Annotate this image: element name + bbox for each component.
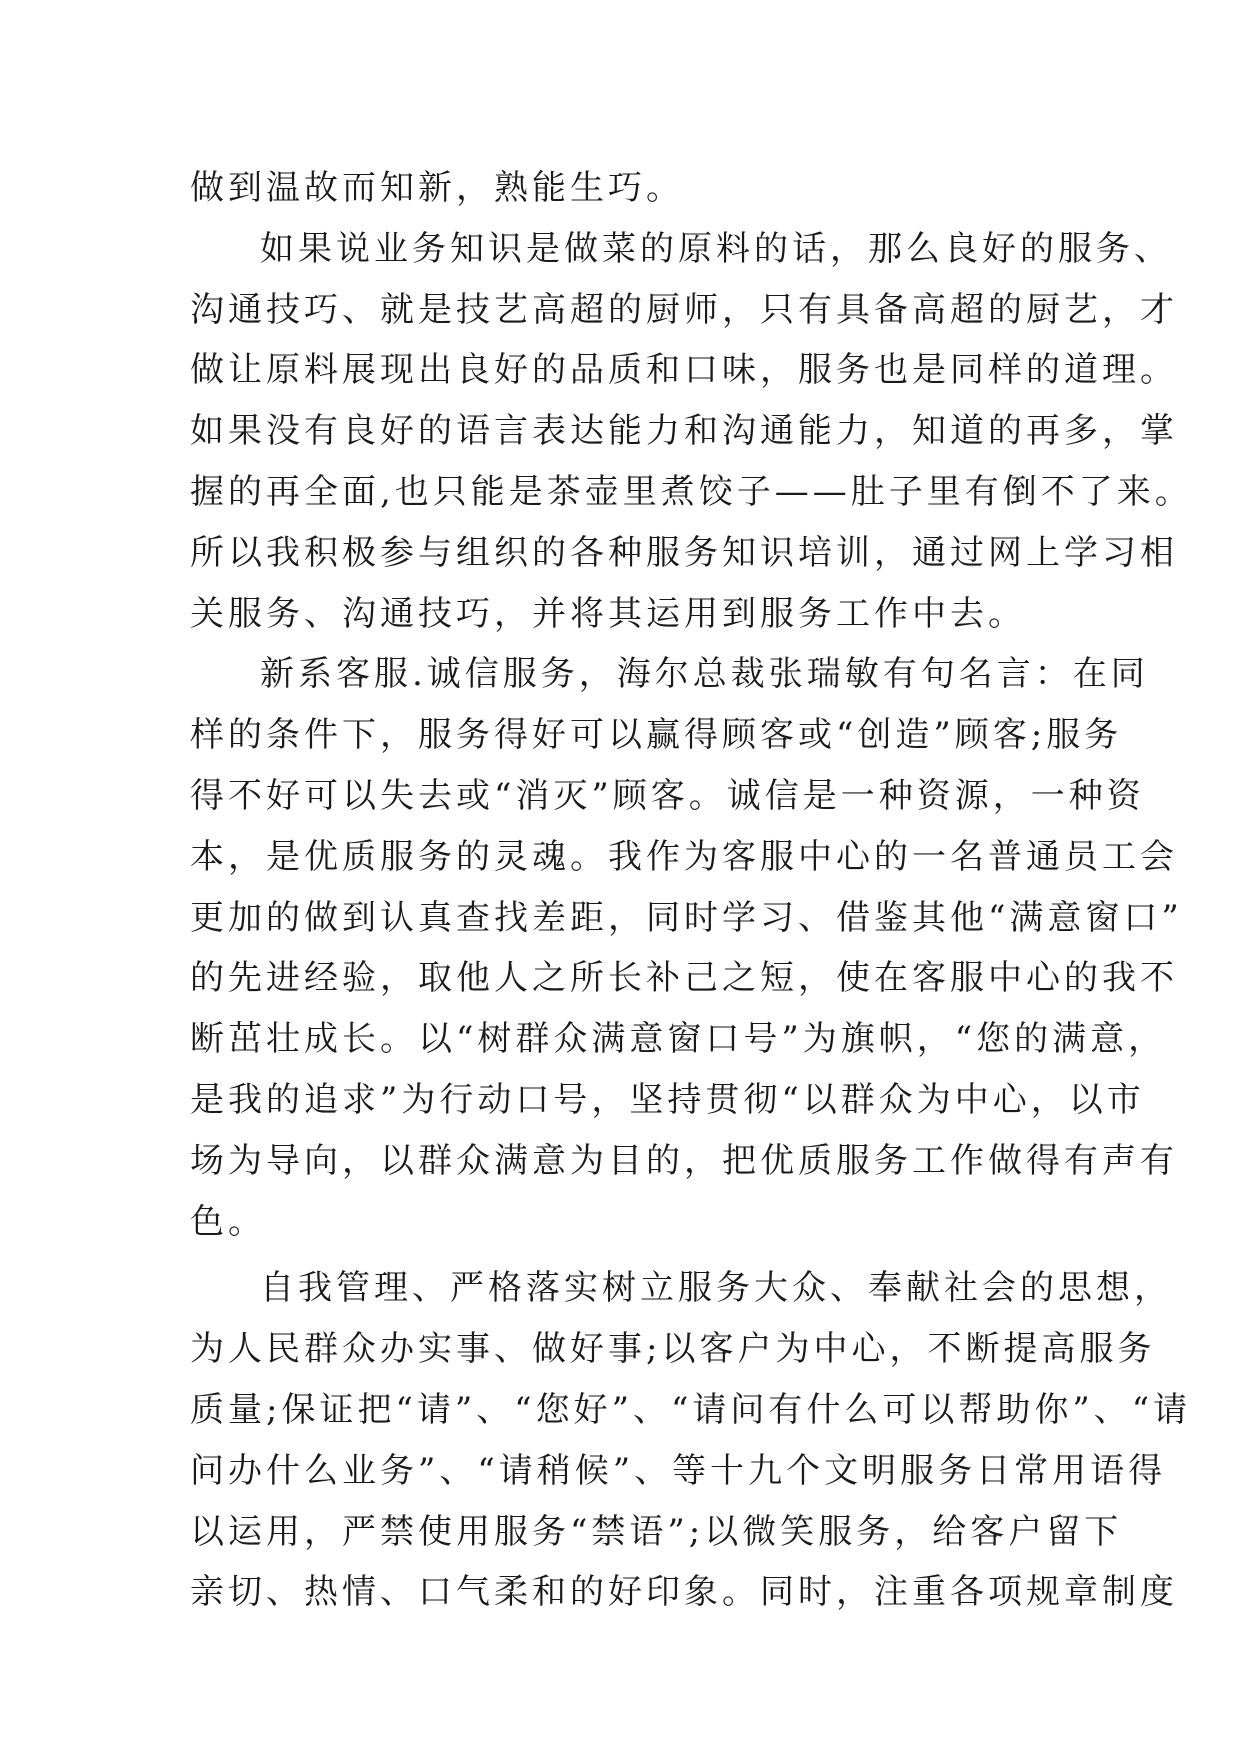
text-line: 是我的追求”为行动口号，坚持贯彻“以群众为中心，以市 [190,1079,1145,1120]
text-line: 的先进经验，取他人之所长补己之短，使在客服中心的我不 [190,958,1178,999]
text-line: 样的条件下，服务得好可以赢得顾客或“创造”顾客;服务 [190,715,1123,756]
text-line: 握的再全面,也只能是茶壶里煮饺子——肚子里有倒不了来。 [190,471,1193,512]
text-line: 如果说业务知识是做菜的原料的话，那么良好的服务、 [260,228,1172,269]
paragraph-2 [190,219,1193,645]
text-line: 如果没有良好的语言表达能力和沟通能力，知道的再多，掌 [190,411,1178,452]
text-line: 关服务、沟通技巧，并将其运用到服务工作中去。 [190,593,1026,634]
document-body [190,158,1193,1623]
text-line: 自我管理、严格落实树立服务大众、奉献社会的思想， [260,1268,1172,1309]
paragraph-1 [190,158,1070,219]
text-line: 以运用，严禁使用服务“禁语”;以微笑服务，给客户留下 [190,1511,1123,1552]
text-line: 沟通技巧、就是技艺高超的厨师，只有具备高超的厨艺，才 [190,289,1178,330]
text-line: 亲切、热情、口气柔和的好印象。同时，注重各项规章制度 [190,1572,1178,1613]
text-line: 做让原料展现出良好的品质和口味，服务也是同样的道理。 [190,350,1178,391]
text-line: 色。 [190,1201,266,1242]
text-line: 断茁壮成长。以“树群众满意窗口号”为旗帜，“您的满意， [190,1019,1167,1060]
paragraph-4 [190,1258,1192,1623]
text-line: 做到温故而知新，熟能生巧。 [190,168,684,208]
text-line: 为人民群众办实事、做好事;以客户为中心，不断提高服务 [190,1329,1156,1370]
text-line: 得不好可以失去或“消灭”顾客。诚信是一种资源，一种资 [190,775,1145,816]
text-line: 所以我积极参与组织的各种服务知识培训，通过网上学习相 [190,532,1178,573]
text-line: 更加的做到认真查找差距，同时学习、借鉴其他“满意窗口” [190,897,1183,938]
text-line: 场为导向，以群众满意为目的，把优质服务工作做得有声有 [190,1140,1178,1181]
text-line: 新系客服.诚信服务，海尔总裁张瑞敏有句名言：在同 [260,654,1149,695]
text-line: 本，是优质服务的灵魂。我作为客服中心的一名普通员工会 [190,836,1178,877]
paragraph-3 [190,644,1183,1252]
text-line: 质量;保证把“请”、“您好”、“请问有什么可以帮助你”、“请 [190,1389,1192,1430]
text-line: 问办什么业务”、“请稍候”、等十九个文明服务日常用语得 [190,1450,1167,1491]
